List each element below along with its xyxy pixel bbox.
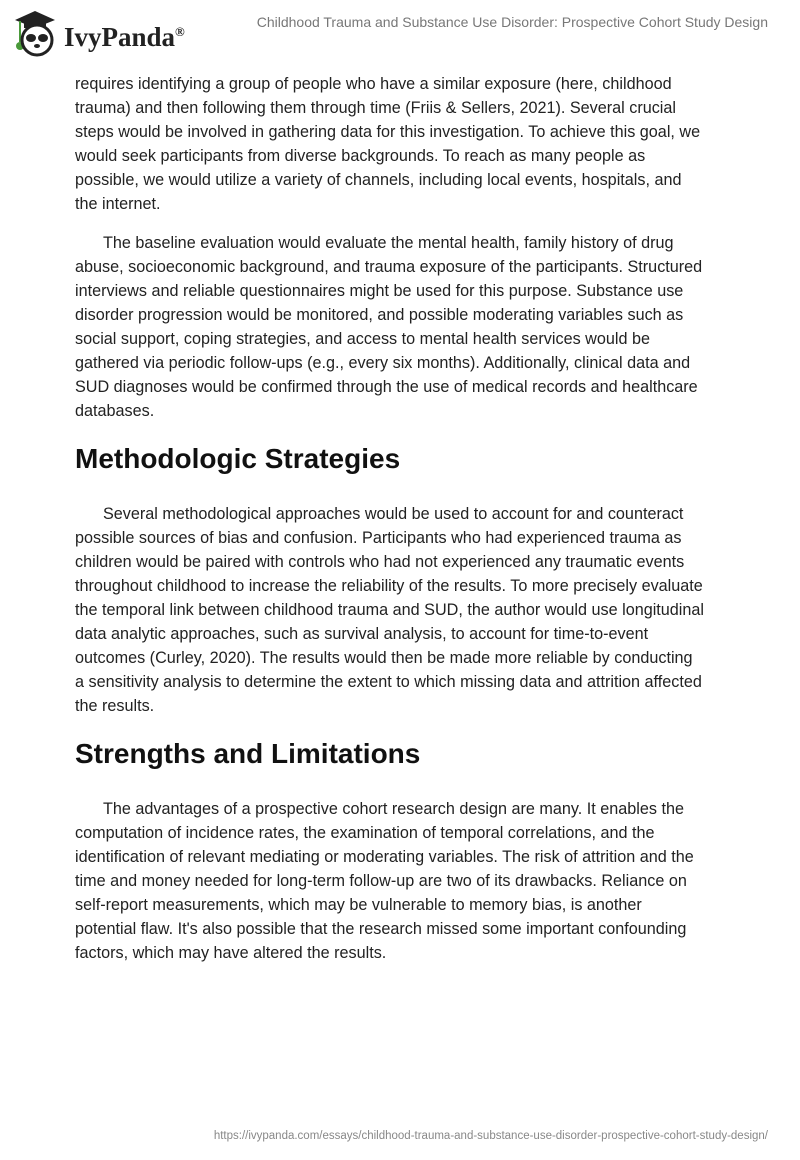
text-line: outcomes (Curley, 2020). The results would then be made more reliable by conducting xyxy=(75,649,693,667)
paragraph xyxy=(75,72,755,216)
text-line: the results. xyxy=(75,697,155,715)
text-line: disorder progression would be monitored, and possible moderating variables such as xyxy=(75,306,684,324)
text-line: the internet. xyxy=(75,195,161,213)
text-line: gathered via periodic follow-ups (e.g., every six months). Additionally, clinical data and xyxy=(75,354,691,372)
text-line: identification of relevant mediating or moderating variables. The risk of attrition and the xyxy=(75,848,694,866)
document-body xyxy=(75,72,755,980)
section-heading: Methodologic Strategies xyxy=(75,443,401,474)
text-line: SUD diagnoses would be confirmed through the use of medical records and healthcare xyxy=(75,378,698,396)
text-line: data analytic approaches, such as survival analysis, to account for time-to-event xyxy=(75,625,649,643)
text-line: interviews and reliable questionnaires might be used for this purpose. Substance use xyxy=(75,282,684,300)
text-line: databases. xyxy=(75,402,155,420)
paragraph xyxy=(75,797,755,965)
text-line: possible, we would utilize a variety of channels, including local events, hospitals, and xyxy=(75,171,682,189)
text-line: computation of incidence rates, the examination of temporal correlations, and the xyxy=(75,824,655,842)
logo[interactable] xyxy=(12,8,185,58)
source-url[interactable]: https://ivypanda.com/essays/childhood-trauma-and-substance-use-disorder-prospective-cohort-study-design/ xyxy=(213,1130,768,1142)
text-line: would seek participants from diverse backgrounds. To reach as many people as xyxy=(75,147,646,165)
document-title: Childhood Trauma and Substance Use Disorder: Prospective Cohort Study Design xyxy=(256,14,768,30)
logo-text: IvyPanda® xyxy=(64,21,185,52)
text-line: factors, which may have altered the results. xyxy=(75,944,387,962)
paragraph xyxy=(75,231,755,423)
section-heading: Strengths and Limitations xyxy=(75,738,421,769)
text-line: social support, coping strategies, and access to mental health services would be xyxy=(75,330,650,348)
text-line: steps would be involved in gathering data for this investigation. To achieve this goal, we xyxy=(75,123,701,141)
text-line: throughout childhood to increase the reliability of the results. To more precisely evaluate xyxy=(75,577,703,595)
paragraph xyxy=(75,502,755,718)
text-line: self-report measurements, which may be vulnerable to memory bias, is another xyxy=(75,896,642,914)
text-line: the temporal link between childhood trauma and SUD, the author would use longitudinal xyxy=(75,601,705,619)
text-line: The advantages of a prospective cohort research design are many. It enables the xyxy=(103,800,684,818)
text-line: Several methodological approaches would be used to account for and counteract xyxy=(103,505,684,523)
text-line: requires identifying a group of people who have a similar exposure (here, childhood xyxy=(75,75,672,93)
text-line: time and money needed for long-term follow-up are two of its drawbacks. Reliance on xyxy=(75,872,687,890)
text-line: trauma) and then following them through time (Friis & Sellers, 2021). Several crucial xyxy=(75,99,677,117)
text-line: The baseline evaluation would evaluate the mental health, family history of drug xyxy=(103,234,674,252)
text-line: possible sources of bias and confusion. Participants who had experienced trauma as xyxy=(75,529,682,547)
panda-logo-icon xyxy=(12,8,58,58)
text-line: potential flaw. It's also possible that the research missed some important confounding xyxy=(75,920,687,938)
text-line: abuse, socioeconomic background, and trauma exposure of the participants. Structured xyxy=(75,258,703,276)
text-line: a sensitivity analysis to determine the extent to which missing data and attrition affected xyxy=(75,673,702,691)
text-line: children would be paired with controls who had not experienced any traumatic events xyxy=(75,553,685,571)
